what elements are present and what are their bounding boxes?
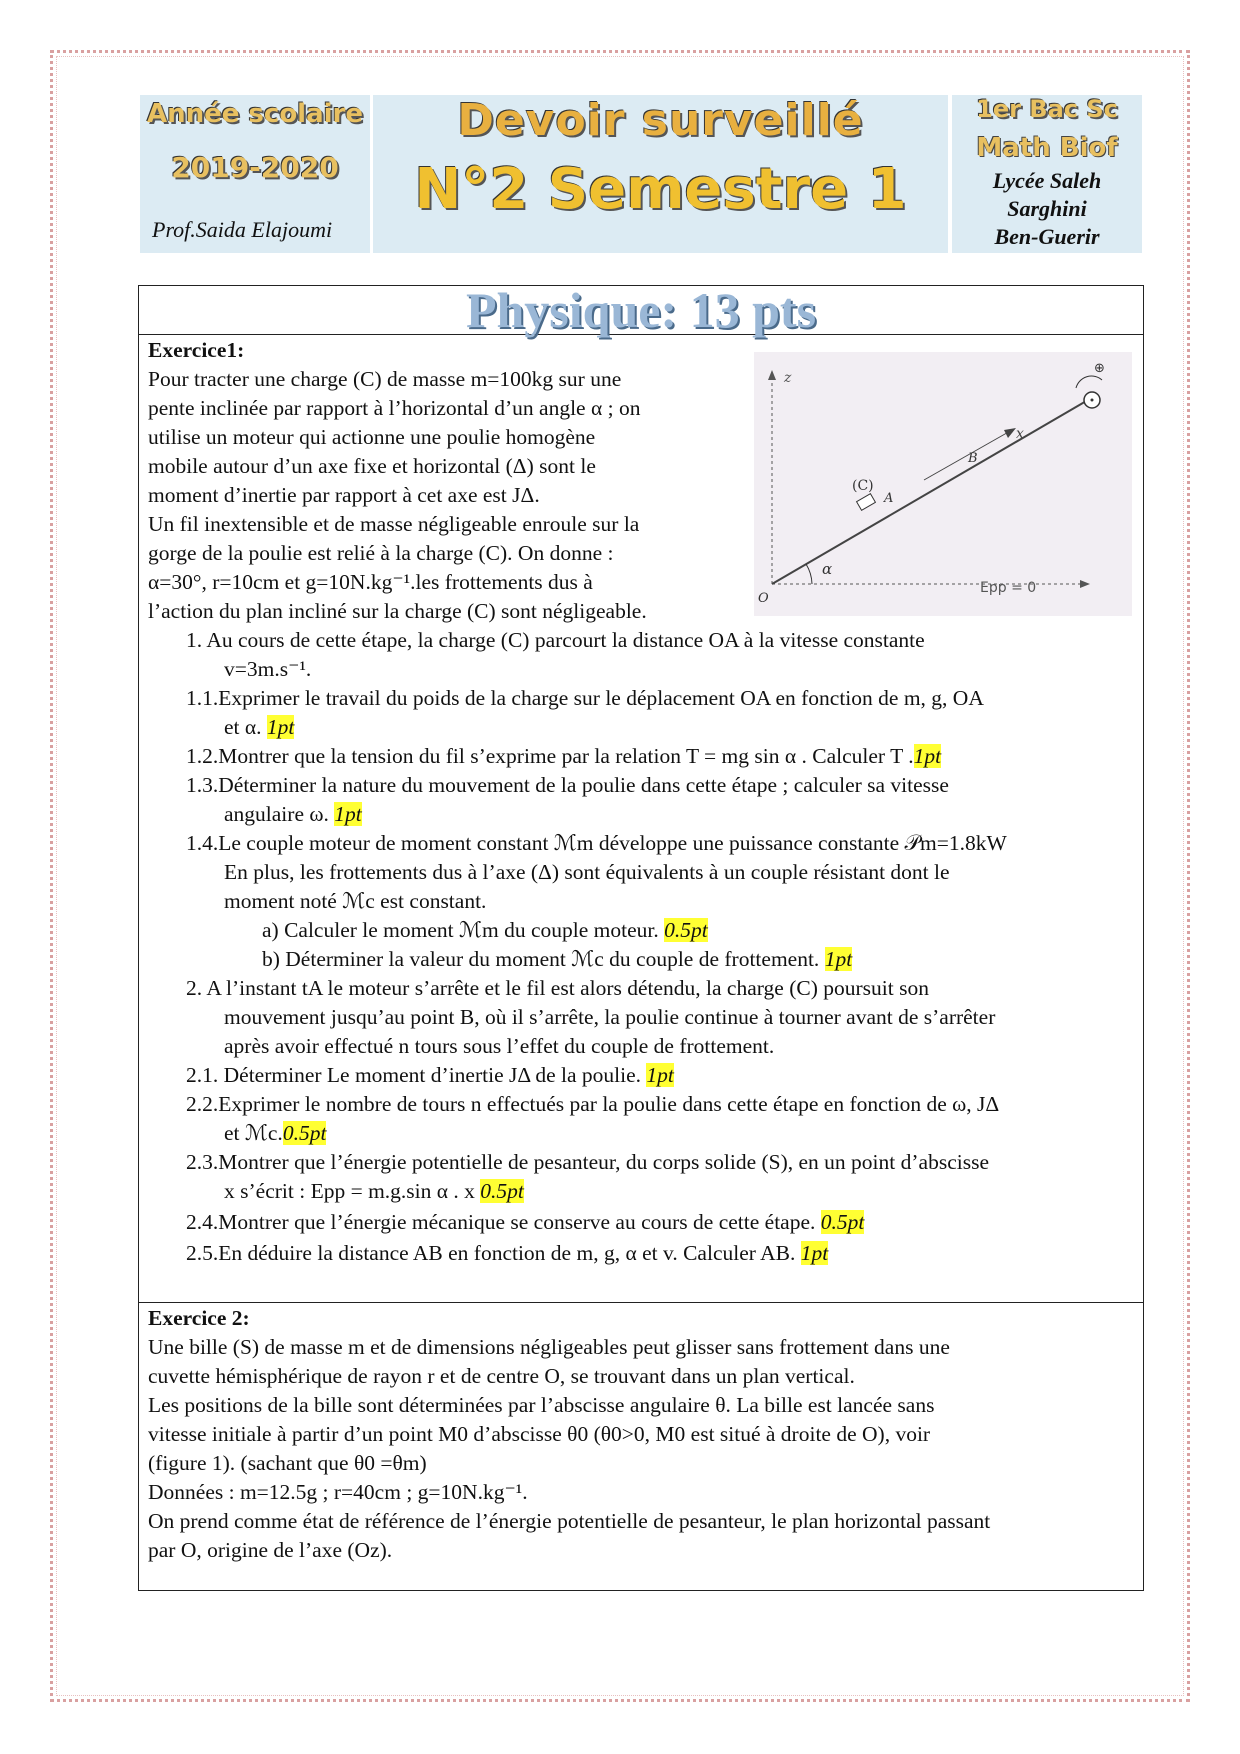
ex2-line: par O, origine de l’axe (Oz). — [148, 1538, 393, 1562]
year-value: 2019-2020 — [171, 151, 339, 184]
question-1: 1. Au cours de cette étape, la charge (C) parcourt la distance OA à la vitesse constante — [186, 628, 925, 652]
q21-text: 2.1. Déterminer Le moment d’inertie JΔ de la poulie. — [186, 1063, 642, 1087]
grade-level: 1er Bac Sc — [976, 95, 1118, 123]
points-badge: 0.5pt — [282, 1121, 327, 1145]
positive-direction-icon: ⊕ — [1094, 361, 1105, 376]
school-name — [952, 167, 1142, 251]
question-1-1: 1.1.Exprimer le travail du poids de la charge sur le déplacement OA en fonction de m, g, OA — [186, 686, 984, 710]
section-title: Physique: 13 pts — [139, 286, 1143, 335]
points-badge: 1pt — [646, 1063, 674, 1087]
x-label: x — [1016, 426, 1024, 442]
ex2-line: Données : m=12.5g ; r=40cm ; g=10N.kg⁻¹. — [148, 1480, 528, 1504]
q12-text: 1.2.Montrer que la tension du fil s’exprime par la relation T = mg sin α . Calculer T . — [186, 744, 914, 768]
question-2-4 — [186, 1208, 864, 1237]
ex1-intro-line: pente inclinée par rapport à l’horizontal d’un angle α ; on — [148, 396, 641, 420]
origin-label: O — [758, 591, 769, 606]
question-2-5 — [186, 1239, 828, 1268]
alpha-label: α — [822, 560, 833, 578]
q25-text: 2.5.En déduire la distance AB en fonction de m, g, α et v. Calculer AB. — [186, 1241, 796, 1265]
ex2-line: Les positions de la bille sont déterminées par l’abscisse angulaire θ. La bille est lancée sans — [148, 1393, 935, 1417]
epp-label: Epp = 0 — [980, 580, 1037, 596]
question-1-1-cont — [224, 713, 294, 742]
q23-text: x s’écrit : Epp = m.g.sin α . x — [224, 1179, 475, 1203]
ex1-intro-line: utilise un moteur qui actionne une poulie homogène — [148, 425, 596, 449]
question-2-1 — [186, 1061, 674, 1090]
header-year-box — [140, 95, 370, 253]
header-title-box — [373, 95, 948, 253]
question-1-4: 1.4.Le couple moteur de moment constant ℳm développe une puissance constante 𝒫m=1.8kW — [186, 831, 1007, 855]
school-line-2: Sarghini — [1007, 196, 1087, 221]
school-line-1: Lycée Saleh — [992, 168, 1102, 193]
question-2: 2. A l’instant tA le moteur s’arrête et le fil est alors détendu, la charge (C) poursuit son — [186, 976, 929, 1000]
z-label: z — [784, 370, 792, 386]
question-2-cont: après avoir effectué n tours sous l’effet du couple de frottement. — [224, 1034, 775, 1058]
points-badge: 1pt — [800, 1241, 829, 1265]
year-label: Année scolaire — [146, 99, 364, 129]
question-1-4-cont: moment noté ℳc est constant. — [224, 889, 487, 913]
school-line-3: Ben-Guerir — [994, 224, 1100, 249]
ex2-line: cuvette hémisphérique de rayon r et de centre O, se trouvant dans un plan vertical. — [148, 1364, 855, 1388]
points-badge: 1pt — [824, 947, 853, 971]
exercise-1-heading: Exercice1: — [148, 338, 245, 362]
exercise-divider — [139, 1302, 1143, 1303]
points-badge: 1pt — [913, 744, 942, 768]
header-school-box — [952, 95, 1142, 253]
ex2-line: (figure 1). (sachant que θ0 =θm) — [148, 1451, 427, 1475]
inclined-plane-figure — [754, 352, 1132, 616]
question-2-2-cont — [224, 1119, 326, 1148]
exercise-2-heading: Exercice 2: — [148, 1306, 250, 1330]
teacher-name: Prof.Saida Elajoumi — [152, 217, 333, 242]
q22-text: et ℳc. — [224, 1121, 283, 1145]
point-a-label: A — [884, 491, 894, 506]
ex1-intro-line: gorge de la poulie est relié à la charge (C). On donne : — [148, 541, 614, 565]
ex1-intro-line: moment d’inertie par rapport à cet axe est JΔ. — [148, 483, 540, 507]
points-badge: 0.5pt — [664, 918, 708, 942]
question-1-3: 1.3.Déterminer la nature du mouvement de la poulie dans cette étape ; calculer sa vitesse — [186, 773, 949, 797]
points-badge: 1pt — [266, 715, 295, 739]
ex2-line: Une bille (S) de masse m et de dimensions négligeables peut glisser sans frottement dans une — [148, 1335, 950, 1359]
ex1-intro-line: Pour tracter une charge (C) de masse m=100kg sur une — [148, 367, 622, 391]
charge-label: (C) — [852, 478, 874, 494]
points-badge: 0.5pt — [480, 1179, 524, 1203]
question-2-cont: mouvement jusqu’au point B, où il s’arrête, la poulie continue à tourner avant de s’arrêter — [224, 1005, 996, 1029]
points-badge: 0.5pt — [820, 1210, 865, 1234]
question-1-4-b — [262, 945, 852, 974]
exam-subtitle: N°2 Semestre 1 — [414, 157, 907, 222]
question-2-2: 2.2.Exprimer le nombre de tours n effectués par la poulie dans cette étape en fonction de ω, JΔ — [186, 1092, 1000, 1116]
question-1-4-cont: En plus, les frottements dus à l’axe (Δ) sont équivalents à un couple résistant dont le — [224, 860, 950, 884]
question-2-3: 2.3.Montrer que l’énergie potentielle de pesanteur, du corps solide (S), en un point d’abscisse — [186, 1150, 989, 1174]
pulley-axis — [1091, 399, 1094, 402]
question-2-3-cont — [224, 1177, 524, 1206]
q24-text: 2.4.Montrer que l’énergie mécanique se conserve au cours de cette étape. — [186, 1210, 816, 1234]
exam-title: Devoir surveillé — [457, 95, 864, 146]
question-1-2 — [186, 742, 941, 771]
q13-text: angulaire ω. — [224, 802, 329, 826]
ex2-line: vitesse initiale à partir d’un point M0 d’abscisse θ0 (θ0>0, M0 est situé à droite de O), voir — [148, 1422, 931, 1446]
inclined-plane-diagram — [754, 352, 1132, 616]
track-name: Math Biof — [976, 133, 1118, 163]
ex1-intro-line: mobile autour d’un axe fixe et horizontal (Δ) sont le — [148, 454, 596, 478]
ex1-intro-line: Un fil inextensible et de masse négligeable enroule sur la — [148, 512, 640, 536]
points-badge: 1pt — [334, 802, 362, 826]
question-1-3-cont — [224, 800, 362, 829]
question-1-4-a — [262, 916, 708, 945]
point-b-label: B — [968, 451, 978, 466]
q14b-text: b) Déterminer la valeur du moment ℳc du couple de frottement. — [262, 947, 820, 971]
question-1-cont: v=3m.s⁻¹. — [224, 657, 312, 681]
ex1-intro-line: α=30°, r=10cm et g=10N.kg⁻¹.les frottements dus à — [148, 570, 593, 594]
q11-text: et α. — [224, 715, 262, 739]
ex2-line: On prend comme état de référence de l’énergie potentielle de pesanteur, le plan horizontal passant — [148, 1509, 991, 1533]
ex1-intro-line: l’action du plan incliné sur la charge (C) sont négligeable. — [148, 599, 647, 623]
q14a-text: a) Calculer le moment ℳm du couple moteur. — [262, 918, 659, 942]
